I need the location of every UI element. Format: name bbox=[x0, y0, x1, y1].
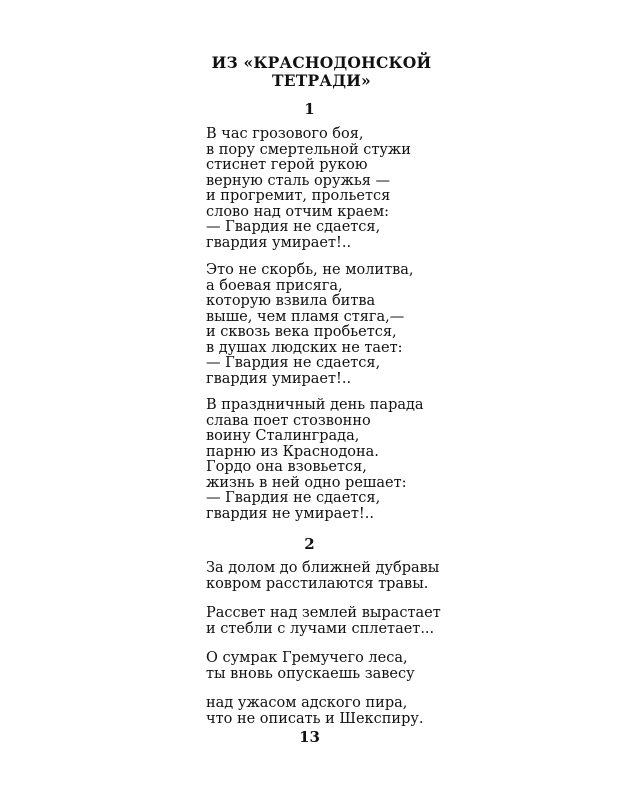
verse-line: которую взвила битва bbox=[206, 293, 376, 309]
verse-line: О сумрак Гремучего леса, bbox=[206, 650, 408, 666]
verse-line: Гордо она взовьется, bbox=[206, 459, 367, 475]
poem-title bbox=[0, 54, 619, 90]
verse-line: — Гвардия не сдается, bbox=[206, 490, 381, 506]
verse-line: и прогремит, прольется bbox=[206, 188, 391, 204]
stanza-1-2 bbox=[206, 263, 586, 387]
stanza-2-1 bbox=[206, 561, 586, 592]
verse-line: слава поет стозвонно bbox=[206, 412, 371, 429]
stanza-2-4 bbox=[206, 696, 586, 727]
verse-line: выше, чем пламя стяга,— bbox=[206, 308, 405, 325]
verse-line: слово над отчим краем: bbox=[206, 203, 390, 220]
verse-line: — Гвардия не сдается, bbox=[206, 219, 381, 235]
verse-line: В час грозового боя, bbox=[206, 126, 364, 142]
verse-line: гвардия умирает!.. bbox=[206, 234, 352, 251]
verse-line: гвардия не умирает!.. bbox=[206, 505, 374, 522]
stanza-1-1 bbox=[206, 127, 586, 251]
verse-line: воину Сталинграда, bbox=[206, 428, 360, 444]
verse-line: Это не скорбь, не молитва, bbox=[206, 262, 414, 278]
stanza-2-2 bbox=[206, 606, 586, 637]
verse-line: ковром расстилаются травы. bbox=[206, 575, 429, 592]
verse-line: — Гвардия не сдается, bbox=[206, 355, 381, 371]
verse-line: Рассвет над землей вырастает bbox=[206, 605, 441, 621]
verse-line: ты вновь опускаешь завесу bbox=[206, 665, 415, 682]
verse-line: а боевая присяга, bbox=[206, 277, 343, 294]
poem-title-line-2: ТЕТРАДИ» bbox=[272, 71, 371, 90]
verse-line: гвардия умирает!.. bbox=[206, 370, 352, 387]
verse-line: что не описать и Шекспиру. bbox=[206, 710, 424, 727]
verse-line: и сквозь века пробьется, bbox=[206, 324, 397, 340]
verse-line: жизнь в ней одно решает: bbox=[206, 474, 407, 491]
page-number: 13 bbox=[299, 728, 320, 746]
poem-title-line-1: ИЗ «КРАСНОДОНСКОЙ bbox=[211, 53, 432, 72]
verse-line: стиснет герой рукою bbox=[206, 157, 368, 173]
verse-line: За долом до ближней дубравы bbox=[206, 560, 440, 576]
verse-line: В праздничный день парада bbox=[206, 397, 424, 413]
section-number-1: 1 bbox=[304, 100, 315, 118]
verse-line: над ужасом адского пира, bbox=[206, 695, 408, 711]
verse-line: верную сталь оружья — bbox=[206, 172, 390, 189]
verse-line: и стебли с лучами сплетает... bbox=[206, 620, 435, 637]
verse-line: в пору смертельной стужи bbox=[206, 141, 411, 158]
stanza-1-3 bbox=[206, 398, 586, 522]
verse-line: в душах людских не тает: bbox=[206, 339, 403, 356]
stanza-2-3 bbox=[206, 651, 586, 682]
section-number-2: 2 bbox=[304, 535, 315, 553]
verse-line: парню из Краснодона. bbox=[206, 443, 379, 460]
